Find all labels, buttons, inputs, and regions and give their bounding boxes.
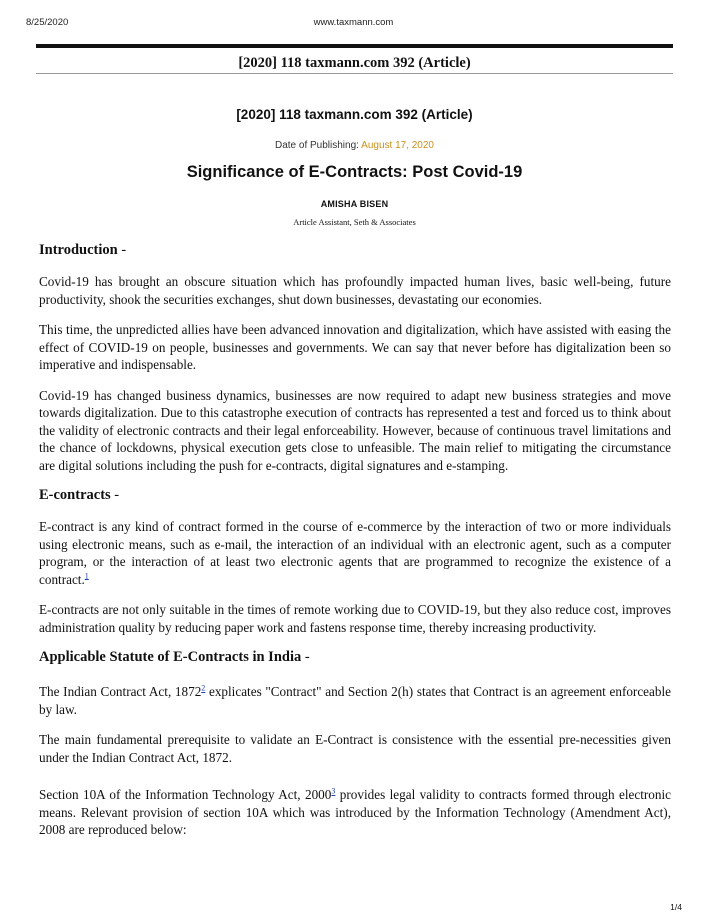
statute-paragraph-3: Section 10A of the Information Technology Act, 2000$^3$ provides legal validity to contracts formed through electronic means. Relevant provision of section 10A which was introduced by the Information Technology (Amendment Act), 2008 are reproduced below:	[39, 786, 672, 837]
econtracts-paragraph-1: E-contract is any kind of contract formed in the course of e-commerce by the interaction of two or more individuals using electronic means, such as e-mail, the interaction of an individual with an electronic agent, such as a computer program, or the interaction of at least two electronic agents that are programmed to recognize the existence of a contract.$^1$	[39, 519, 671, 587]
article-title: Significance of E-Contracts: Post Covid-19	[186, 163, 523, 181]
section-heading-statute: Applicable Statute of E-Contracts in India -	[39, 649, 310, 665]
statute-paragraph-1: The Indian Contract Act, 1872$^2$ explicates "Contract" and Section 2(h) states that Contract is an agreement enforceable by law.	[39, 683, 671, 717]
citation-banner: [2020] 118 taxmann.com 392 (Article)	[238, 55, 471, 71]
page-number: 1/4	[670, 902, 682, 912]
econtracts-paragraph-2: E-contracts are not only suitable in the times of remote working due to COVID-19, but they also reduce cost, improves administration quality by reducing paper work and fastens response time, thereby increasing productivity.	[39, 602, 671, 635]
site-url: www.taxmann.com	[313, 17, 394, 28]
article-body	[39, 240, 671, 839]
publishing-date	[36, 140, 673, 151]
footnote-link-2[interactable]: 2	[201, 683, 206, 693]
intro-paragraph-3: Covid-19 has changed business dynamics, businesses are now required to adapt new business strategies and move towards digitalization. Due to this catastrophe execution of contracts has represented a test and forced us to think about the validity of electronic contracts and their legal enforceability. However, because of continuous travel limitations and the chance of lockdowns, physical execution gets close to unfeasible. The main relief to mitigating the circumstance are digital solutions including the push for e-contracts, digital signatures and e-stamping.	[39, 387, 671, 473]
footnote-link-1[interactable]: 1	[84, 571, 89, 581]
intro-paragraph-1: Covid-19 has brought an obscure situation which has profoundly impacted human lives, basic well-being, future productivity, shook the securities exchanges, shut down businesses, devastating our economies.	[39, 274, 671, 307]
print-date: 8/25/2020	[26, 17, 69, 28]
publishing-date-value: August 17, 2020	[361, 140, 434, 151]
publishing-label: Date of Publishing:	[274, 140, 362, 151]
banner-divider	[36, 73, 673, 74]
header-rule	[36, 44, 673, 48]
author-name: AMISHA BISEN	[320, 199, 389, 209]
footnote-link-3[interactable]: 3	[331, 786, 336, 796]
article-citation: [2020] 118 taxmann.com 392 (Article)	[236, 107, 473, 122]
section-heading-introduction: Introduction -	[39, 242, 127, 258]
statute-paragraph-2: The main fundamental prerequisite to validate an E-Contract is consistence with the essential pre-necessities given under the Indian Contract Act, 1872.	[39, 732, 671, 765]
intro-paragraph-2: This time, the unpredicted allies have been advanced innovation and digitalization, which have assisted with easing the effect of COVID-19 on people, businesses and governments. We can say that never before has digitalization been so imperative and indispensable.	[39, 322, 671, 372]
section-heading-econtracts: E-contracts -	[39, 487, 120, 503]
author-affiliation: Article Assistant, Seth & Associates	[293, 217, 416, 227]
